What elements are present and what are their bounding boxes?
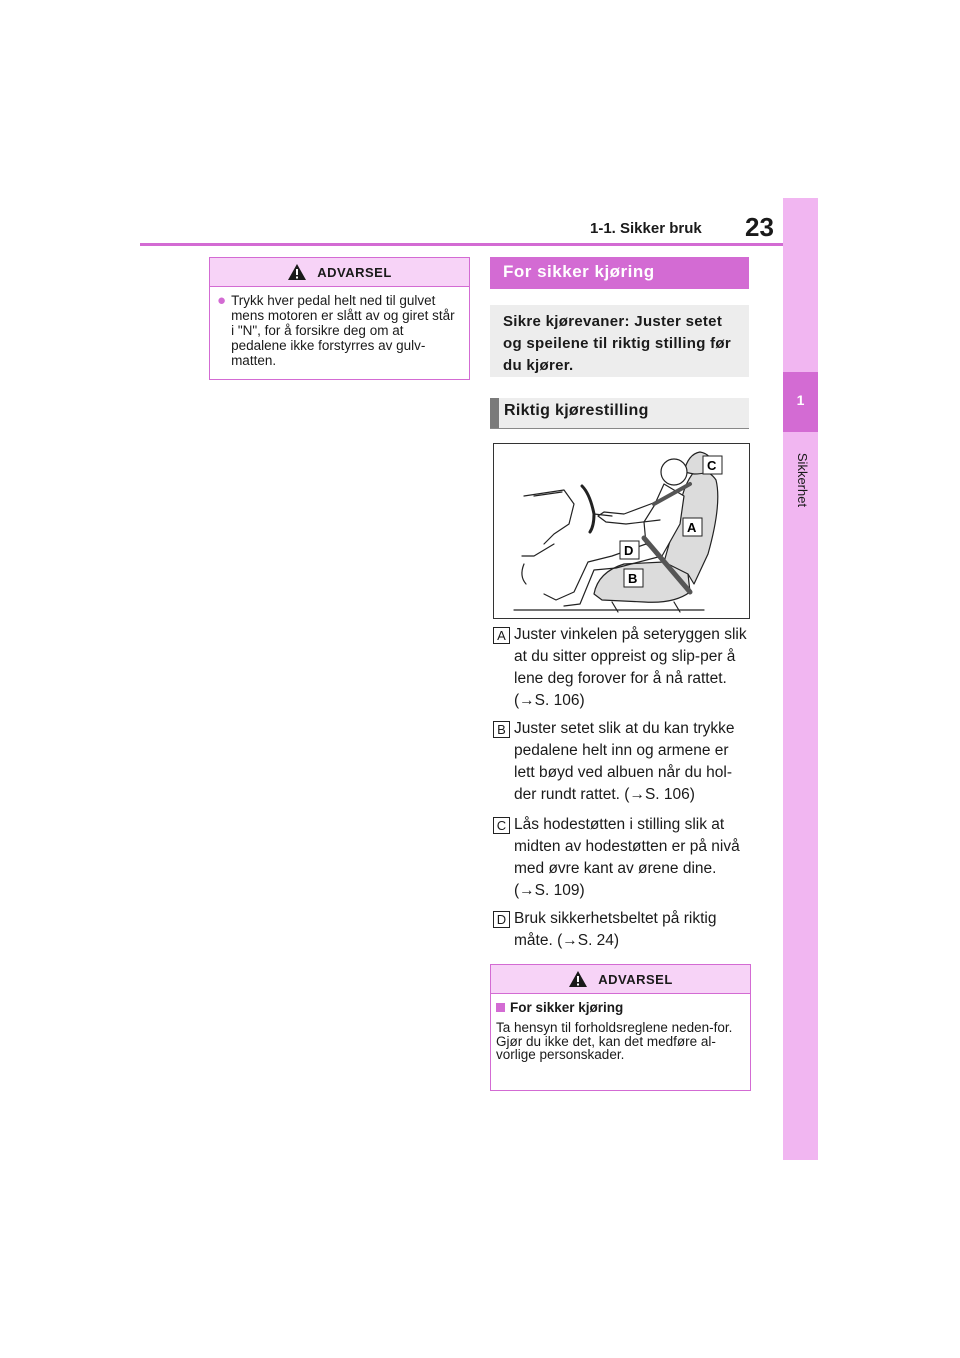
warning-triangle-icon	[287, 263, 307, 281]
item-letter: B	[493, 721, 510, 738]
figure-label-d: D	[624, 543, 634, 558]
intro-box	[490, 305, 749, 377]
item-text: Lås hodestøtten i stilling slik at midten av hodestøtten er på nivå med øvre kant av ørene dine. (→S. 109)	[514, 816, 740, 899]
warning-triangle-icon	[568, 970, 588, 988]
item-letter: C	[493, 817, 510, 834]
section-banner	[490, 257, 749, 289]
warning-header	[491, 965, 750, 994]
figure-label-b: B	[628, 571, 638, 586]
item-letter: D	[493, 911, 510, 928]
item-text: Juster setet slik at du kan trykke pedalene helt inn og armene er lett bøyd ved albuen når du hol-der rundt rattet. (→S. 106)	[514, 720, 735, 803]
item-text: Bruk sikkerhetsbeltet på riktig måte. (→S. 24)	[514, 910, 717, 949]
list-item	[493, 908, 753, 952]
figure-label-c: C	[707, 458, 717, 473]
warning-box-pedals	[209, 257, 470, 380]
section-title: 1-1. Sikker bruk	[590, 220, 702, 237]
chapter-side-tab[interactable]	[783, 198, 818, 1160]
item-text: Juster vinkelen på seteryggen slik at du sitter oppreist og slip-per å lene deg forover for å nå rattet. (→S. 106)	[514, 626, 747, 709]
section-banner-title: For sikker kjøring	[503, 262, 655, 281]
square-bullet-icon	[496, 1003, 505, 1012]
header-divider	[140, 243, 783, 246]
chapter-label: Sikkerhet	[795, 452, 810, 508]
figure-label-a: A	[687, 520, 697, 535]
bullet-dot-icon: ●	[217, 292, 227, 309]
list-item	[493, 624, 753, 712]
warning-paragraph: Gjør du ikke det, kan det medføre al-vorlige personskader.	[496, 1033, 716, 1062]
warning-subtitle-text: For sikker kjøring	[510, 1000, 624, 1015]
warning-heading: ADVARSEL	[317, 264, 392, 280]
warning-paragraph: Ta hensyn til forholdsreglene neden-for.	[496, 1020, 733, 1035]
warning-text: Trykk hver pedal helt ned til gulvet mens motoren er slått av og giret står i "N", for å forsikre deg om at pedalene ikke forstyrres av gulv-matten.	[231, 293, 455, 368]
subheading-text: Riktig kjørestilling	[504, 402, 649, 419]
driving-position-illustration	[493, 443, 750, 619]
chapter-number: 1	[796, 392, 805, 408]
warning-heading: ADVARSEL	[598, 971, 673, 987]
driver-seat-drawing	[494, 444, 749, 618]
item-letter: A	[493, 627, 510, 644]
subheading-bar	[490, 398, 749, 429]
page-number: 23	[745, 212, 774, 242]
warning-box-safe-driving	[490, 964, 751, 1091]
subheading-accent	[490, 398, 499, 428]
warning-subtitle	[496, 1000, 740, 1015]
list-item	[493, 718, 753, 806]
list-item	[493, 814, 753, 902]
intro-text: Sikre kjørevaner: Juster setet og speilene til riktig stilling før du kjører.	[503, 313, 732, 374]
warning-header	[210, 258, 469, 287]
